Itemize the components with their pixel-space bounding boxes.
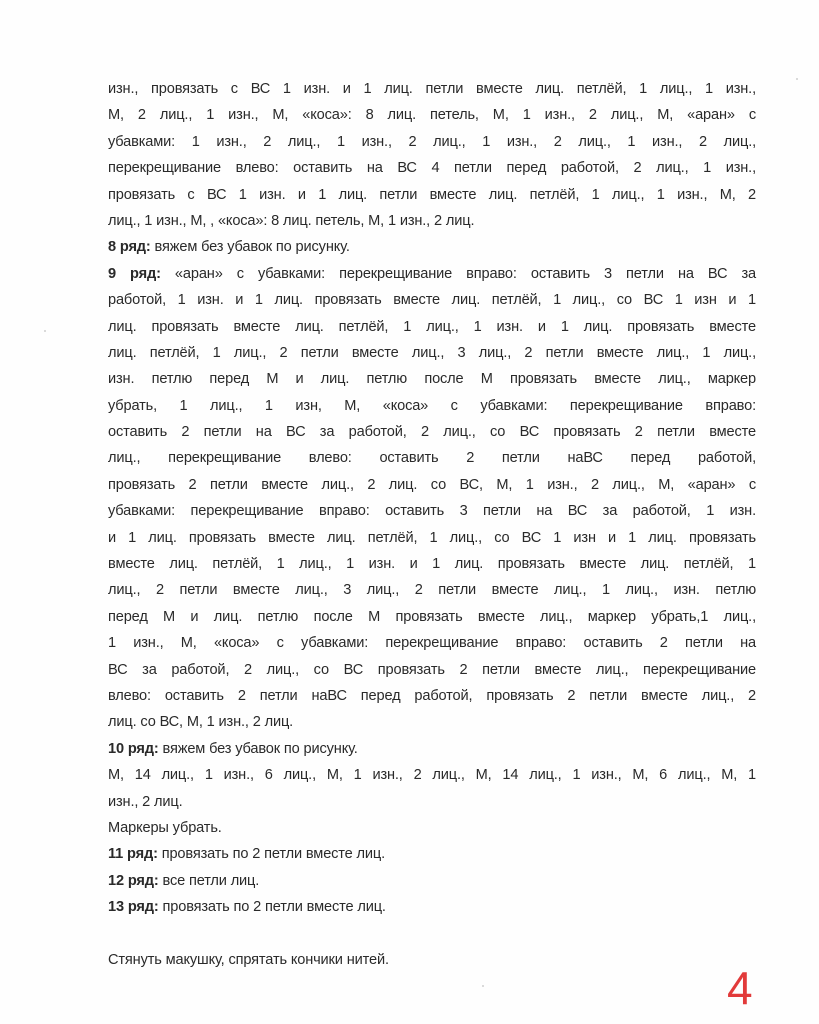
scan-speck	[44, 330, 46, 332]
text-line: лиц., 2 петли вместе лиц., 3 лиц., 2 петли вместе лиц., 1 лиц., изн. петлю	[108, 582, 756, 599]
text-line: убавками: 1 изн., 2 лиц., 1 изн., 2 лиц., 1 изн., 2 лиц., 1 изн., 2 лиц.,	[108, 133, 756, 150]
row7-continuation	[108, 76, 756, 234]
text-line: вместе лиц. петлёй, 1 лиц., 1 изн. и 1 лиц. провязать вместе лиц. петлёй, 1	[108, 556, 756, 573]
text-line: провязать с ВС 1 изн. и 1 лиц. петли вместе лиц. петлёй, 1 лиц., 1 изн., М, 2	[108, 186, 756, 203]
page-number: 4	[727, 962, 753, 1014]
row-12	[108, 868, 756, 894]
row-text: вяжем без убавок по рисунку.	[150, 239, 350, 256]
text-line: лиц. со ВС, М, 1 изн., 2 лиц.	[108, 714, 294, 731]
row-13	[108, 894, 756, 920]
scan-speck	[796, 78, 798, 80]
row-text: вяжем без убавок по рисунку.	[158, 740, 358, 757]
row-label: 11 ряд:	[108, 846, 158, 863]
row-10	[108, 736, 756, 815]
markers-note: Маркеры убрать.	[108, 819, 222, 836]
final-note: Стянуть макушку, спрятать кончики нитей.	[108, 951, 389, 968]
text-line: перед М и лиц. петлю после М провязать вместе лиц., маркер убрать,1 лиц.,	[108, 608, 756, 625]
row-label: 9 ряд:	[108, 265, 161, 282]
row-8	[108, 234, 756, 260]
row-text: провязать по 2 петли вместе лиц.	[158, 899, 386, 916]
row-label: 12 ряд:	[108, 872, 159, 889]
text-line: М, 14 лиц., 1 изн., 6 лиц., М, 1 изн., 2 лиц., М, 14 лиц., 1 изн., М, 6 лиц., М, 1	[108, 767, 756, 784]
text-line: перекрещивание влево: оставить на ВС 4 петли перед работой, 2 лиц., 1 изн.,	[108, 160, 756, 177]
text-line: изн., провязать с ВС 1 изн. и 1 лиц. петли вместе лиц. петлёй, 1 лиц., 1 изн.,	[108, 81, 756, 97]
row-text: «аран» с убавками: перекрещивание вправо: оставить 3 петли на ВС за	[160, 265, 756, 282]
text-line: провязать 2 петли вместе лиц., 2 лиц. со ВС, М, 1 изн., 2 лиц., М, «аран» с	[108, 476, 756, 493]
spacer	[108, 921, 756, 947]
text-line	[108, 736, 756, 762]
text-line: оставить 2 петли на ВС за работой, 2 лиц., со ВС провязать 2 петли вместе	[108, 424, 756, 441]
document-body	[108, 76, 756, 973]
text-line: убавками: перекрещивание вправо: оставить 3 петли на ВС за работой, 1 изн.	[108, 503, 756, 520]
row-text: провязать по 2 петли вместе лиц.	[157, 846, 386, 863]
text-line: влево: оставить 2 петли наВС перед работой, провязать 2 петли вместе лиц., 2	[108, 687, 756, 704]
text-line: изн., 2 лиц.	[108, 793, 183, 810]
text-line: работой, 1 изн. и 1 лиц. провязать вместе лиц. петлёй, 1 лиц., со ВС 1 изн и 1	[108, 292, 756, 309]
row-label: 13 ряд:	[108, 899, 159, 916]
row-9	[108, 261, 756, 736]
text-line: лиц. петлёй, 1 лиц., 2 петли вместе лиц., 3 лиц., 2 петли вместе лиц., 1 лиц.,	[108, 344, 756, 361]
scan-speck	[482, 985, 484, 987]
text-line: лиц., 1 изн., М, , «коса»: 8 лиц. петель, М, 1 изн., 2 лиц.	[108, 212, 475, 229]
row-text: все петли лиц.	[158, 872, 260, 889]
text-line: изн. петлю перед М и лиц. петлю после М провязать вместе лиц., маркер	[108, 371, 756, 388]
row-11	[108, 841, 756, 867]
text-line: ВС за работой, 2 лиц., со ВС провязать 2 петли вместе лиц., перекрещивание	[108, 661, 756, 678]
text-line: и 1 лиц. провязать вместе лиц. петлёй, 1 лиц., со ВС 1 изн и 1 лиц. провязать	[108, 529, 756, 546]
row-label: 10 ряд:	[108, 740, 159, 757]
text-line: убрать, 1 лиц., 1 изн, М, «коса» с убавками: перекрещивание вправо:	[108, 397, 756, 414]
text-line: лиц., перекрещивание влево: оставить 2 петли наВС перед работой,	[108, 450, 756, 467]
text-line: 1 изн., М, «коса» с убавками: перекрещивание вправо: оставить 2 петли на	[108, 635, 756, 652]
text-line: лиц. провязать вместе лиц. петлёй, 1 лиц., 1 изн. и 1 лиц. провязать вместе	[108, 318, 756, 335]
row-label: 8 ряд:	[108, 239, 151, 256]
text-line	[108, 261, 756, 287]
text-line: М, 2 лиц., 1 изн., М, «коса»: 8 лиц. петель, М, 1 изн., 2 лиц., М, «аран» с	[108, 107, 756, 124]
